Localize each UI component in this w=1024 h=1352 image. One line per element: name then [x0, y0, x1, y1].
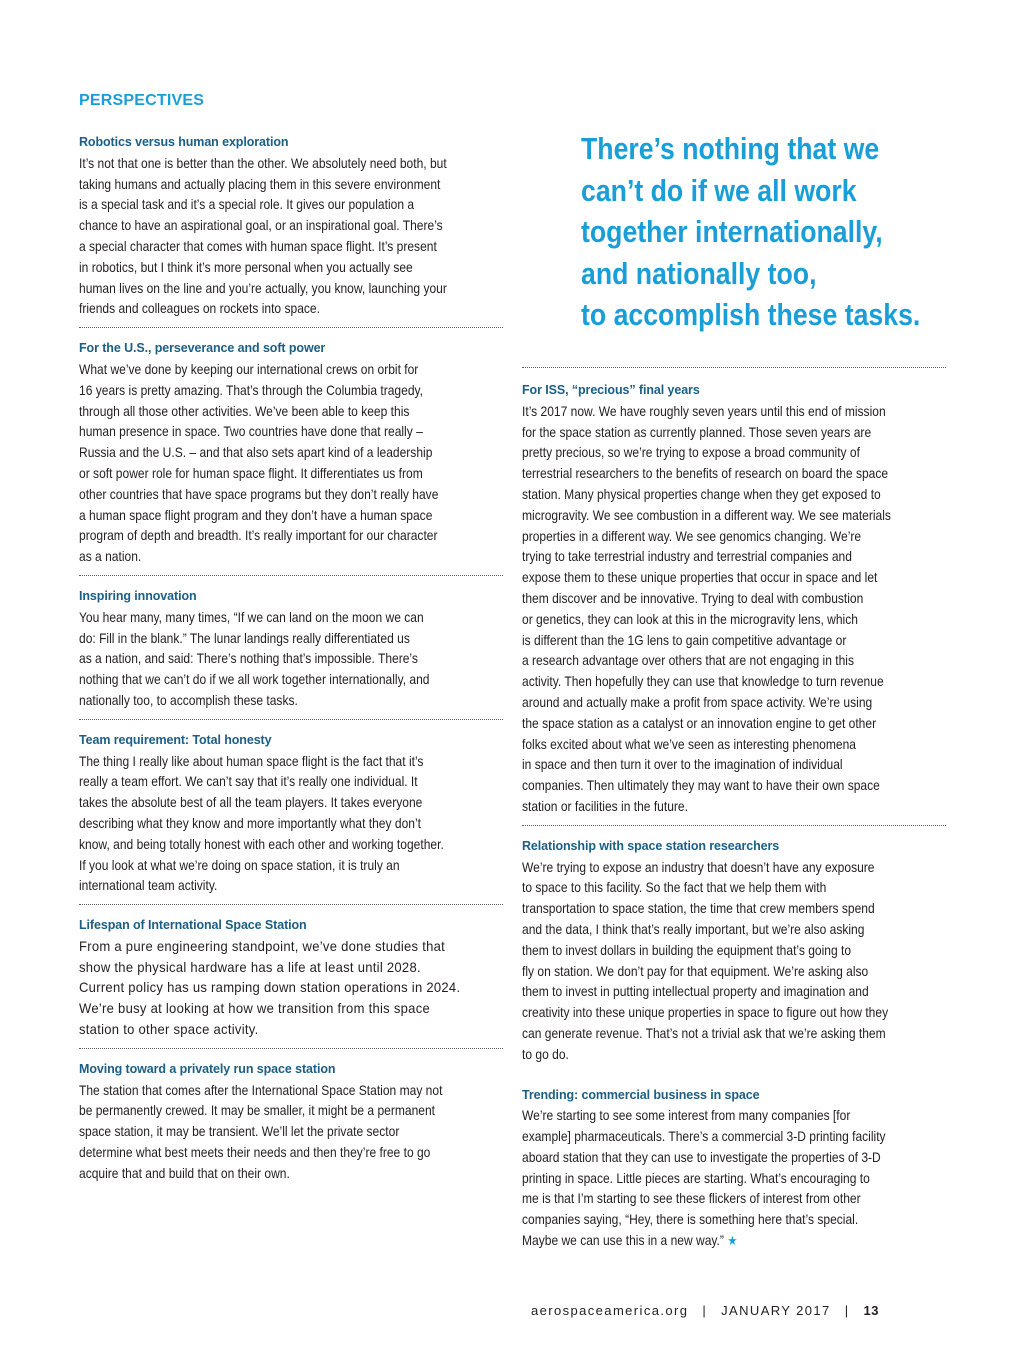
body-line: in robotics, but I think it’s more personal when you actually see: [79, 258, 413, 275]
body-line: We’re starting to see some interest from many companies [for: [522, 1107, 851, 1124]
topic-heading: Moving toward a privately run space station: [79, 1060, 336, 1076]
body-line: The thing I really like about human space flight is the fact that it’s: [79, 752, 424, 769]
topic-inspiring-innovation: [79, 586, 503, 711]
body-line: and the data, I think that’s really important, but we’re also asking: [522, 920, 865, 937]
body-line: really a team effort. We can’t say that it’s really one individual. It: [79, 773, 418, 790]
body-line: activity. Then hopefully they can use that knowledge to turn revenue: [522, 673, 884, 690]
body-line: aboard station that they can use to investigate the properties of 3-D: [522, 1148, 881, 1165]
topic-precious-years: [522, 380, 946, 817]
body-line: 16 years is pretty amazing. That’s through the Columbia tragedy,: [79, 381, 423, 398]
body-line: them to invest in putting intellectual property and imagination and: [522, 983, 869, 1000]
body-line: a research advantage over others that are not engaging in this: [522, 652, 855, 669]
topic-iss-lifespan: [79, 915, 503, 1040]
body-line: station to other space activity.: [79, 1021, 259, 1038]
topic-body: [79, 153, 503, 319]
body-line: creativity into these unique properties in space to figure out how they: [522, 1004, 889, 1021]
body-line: know, and being totally honest with each other and working together.: [79, 835, 444, 852]
body-line: determine what best meets their needs and then they’re free to go: [79, 1144, 431, 1161]
body-line: is a special task and it’s a special role. It gives our population a: [79, 196, 415, 213]
dotted-divider: [79, 904, 503, 905]
body-line: expose them to these unique properties that occur in space and let: [522, 569, 878, 586]
body-line: or genetics, they can look at this in the microgravity lens, which: [522, 610, 858, 627]
body-line: From a pure engineering standpoint, we’ve done studies that: [79, 937, 446, 954]
section-label: PERSPECTIVES: [79, 92, 205, 109]
body-line: me is that I’m starting to see these flickers of interest from other: [522, 1190, 861, 1207]
body-line: We’re busy at looking at how we transition from this space: [79, 1000, 431, 1017]
body-line: takes the absolute best of all the team players. It takes everyone: [79, 794, 423, 811]
body-line: companies saying, “Hey, there is something here that’s special.: [522, 1211, 859, 1228]
topic-team-honesty: [79, 730, 503, 896]
body-line: nationally too, to accomplish these tasks.: [79, 691, 298, 708]
body-line: them to invest dollars in building the equipment that’s going to: [522, 941, 852, 958]
body-line: taking humans and actually placing them in this severe environment: [79, 175, 441, 192]
footer-separator: |: [702, 1303, 708, 1318]
body-line-text: Maybe we can use this in a new way.”: [522, 1232, 724, 1249]
pull-quote-line: and nationally too,: [581, 255, 817, 291]
body-line: human presence in space. Two countries have done that really –: [79, 423, 423, 440]
dotted-divider: [79, 1048, 503, 1049]
topic-body: [79, 751, 503, 897]
body-line: friends and colleagues on rockets into space.: [79, 300, 320, 317]
body-line: What we’ve done by keeping our international crews on orbit for: [79, 360, 419, 377]
body-line: The station that comes after the International Space Station may not: [79, 1081, 443, 1098]
body-line: It’s 2017 now. We have roughly seven years until this end of mission: [522, 402, 886, 419]
body-line: chance to have an aspirational goal, or an inspirational goal. There’s: [79, 217, 443, 234]
right-column: [522, 380, 946, 1252]
topic-heading: Trending: commercial business in space: [522, 1086, 760, 1102]
body-line: station or facilities in the future.: [522, 797, 688, 814]
body-line: microgravity. We see combustion in a different way. We see materials: [522, 506, 891, 523]
left-column: [79, 132, 503, 1184]
dotted-divider: [522, 367, 946, 368]
pull-quote-line: There’s nothing that we: [581, 131, 880, 166]
body-line: do: Fill in the blank.” The lunar landings really differentiated us: [79, 629, 410, 646]
body-line: international team activity.: [79, 877, 218, 894]
topic-soft-power: [79, 338, 503, 567]
body-line: Russia and the U.S. – and that also sets apart kind of a leadership: [79, 444, 433, 461]
footer-site: aerospaceamerica.org: [531, 1303, 689, 1318]
body-line: other countries that have space programs but they don’t really have: [79, 485, 439, 502]
body-line: station. Many physical properties change when they get exposed to: [522, 485, 881, 502]
body-line: nothing that we can’t do if we all work together internationally, and: [79, 671, 430, 688]
pull-quote-line: together internationally,: [581, 214, 883, 249]
star-icon: ★: [727, 1233, 738, 1249]
topic-body: [522, 401, 946, 817]
topic-heading: For the U.S., perseverance and soft power: [79, 340, 326, 356]
body-line: It’s not that one is better than the other. We absolutely need both, but: [79, 154, 447, 171]
section-gap: [522, 1065, 946, 1085]
body-line: human lives on the line and you’re actually, you know, launching your: [79, 279, 447, 296]
dotted-divider: [79, 575, 503, 576]
body-line: printing in space. Little pieces are starting. What’s encouraging to: [522, 1169, 870, 1186]
body-line: You hear many, many times, “If we can land on the moon we can: [79, 608, 424, 625]
body-line: describing what they know and more importantly what they don’t: [79, 814, 421, 831]
body-line: a special character that comes with human space flight. It’s present: [79, 237, 437, 254]
body-line: folks excited about what we’ve seen as interesting phenomena: [522, 735, 856, 752]
body-line: transportation to space station, the time that crew members spend: [522, 900, 875, 917]
topic-body: [79, 1080, 503, 1184]
topic-body: [79, 936, 503, 1040]
body-line: a human space flight program and they don’t have a human space: [79, 506, 433, 523]
body-line: companies. Then ultimately they may want to have their own space: [522, 777, 880, 794]
pull-quote-line: can’t do if we all work: [581, 172, 857, 208]
body-line-last: [522, 1230, 887, 1252]
pull-quote: [581, 128, 961, 336]
topic-commercial-trending: [522, 1085, 946, 1252]
body-line: around and actually make a profit from space activity. We’re using: [522, 693, 873, 710]
body-line: program of depth and breadth. It’s really important for our character: [79, 527, 438, 544]
body-line: through all those other activities. We’ve been able to keep this: [79, 402, 410, 419]
topic-body: [522, 1105, 946, 1252]
body-line: trying to take terrestrial industry and terrestrial companies and: [522, 548, 852, 565]
body-line: them discover and be innovative. Trying to deal with combustion: [522, 589, 864, 606]
topic-body: [79, 607, 503, 711]
body-line: space station, it may be transient. We’ll let the private sector: [79, 1123, 400, 1140]
topic-heading: Robotics versus human exploration: [79, 134, 289, 149]
body-line: to space to this facility. So the fact that we help them with: [522, 879, 827, 896]
topic-heading: For ISS, “precious” final years: [522, 382, 700, 397]
body-line: or soft power role for human space flight. It differentiates us from: [79, 464, 423, 481]
body-line: We’re trying to expose an industry that doesn’t have any exposure: [522, 858, 875, 875]
footer-issue: JANUARY 2017: [721, 1303, 831, 1318]
body-line: as a nation.: [79, 548, 142, 565]
dotted-divider: [79, 719, 503, 720]
footer-separator: |: [844, 1303, 850, 1318]
page-footer: [531, 1303, 951, 1318]
body-line: If you look at what we’re doing on space station, it is truly an: [79, 856, 400, 873]
body-line: Current policy has us ramping down station operations in 2024.: [79, 979, 461, 996]
topic-body: [522, 857, 946, 1065]
topic-body: [79, 359, 503, 567]
topic-heading: Inspiring innovation: [79, 587, 197, 603]
body-line: acquire that and build that on their own.: [79, 1164, 290, 1181]
topic-heading: Lifespan of International Space Station: [79, 917, 307, 933]
topic-robotics: [79, 132, 503, 319]
body-line: in space and then turn it over to the imagination of individual: [522, 756, 843, 773]
body-line: properties in a different way. We see genomics changing. We’re: [522, 527, 862, 544]
body-line: fly on station. We don’t pay for that equipment. We’re asking also: [522, 962, 869, 979]
body-line: the space station as a catalyst or an innovation engine to get other: [522, 714, 877, 731]
dotted-divider: [79, 327, 503, 328]
topic-researchers: [522, 836, 946, 1065]
body-line: is different than the 1G lens to gain competitive advantage or: [522, 631, 847, 648]
body-line: can generate revenue. That’s not a trivial ask that we’re asking them: [522, 1024, 886, 1041]
pull-quote-line: to accomplish these tasks.: [581, 297, 921, 332]
body-line: example] pharmaceuticals. There’s a commercial 3-D printing facility: [522, 1128, 886, 1145]
body-line: as a nation, and said: There’s nothing that’s impossible. There’s: [79, 650, 418, 667]
topic-heading: Relationship with space station researchers: [522, 837, 780, 853]
page-number: 13: [863, 1303, 879, 1318]
body-line: for the space station as currently planned. Those seven years are: [522, 423, 872, 440]
topic-heading: Team requirement: Total honesty: [79, 731, 272, 747]
body-line: pretty precious, so we’re trying to expose a broad community of: [522, 444, 860, 461]
topic-private-station: [79, 1059, 503, 1184]
body-line: show the physical hardware has a life at least until 2028.: [79, 958, 421, 975]
body-line: terrestrial researchers to the benefits of research on board the space: [522, 465, 889, 482]
body-line: be permanently crewed. It may be smaller, it might be a permanent: [79, 1102, 436, 1119]
body-line: to go do.: [522, 1045, 569, 1062]
dotted-divider: [522, 825, 946, 826]
